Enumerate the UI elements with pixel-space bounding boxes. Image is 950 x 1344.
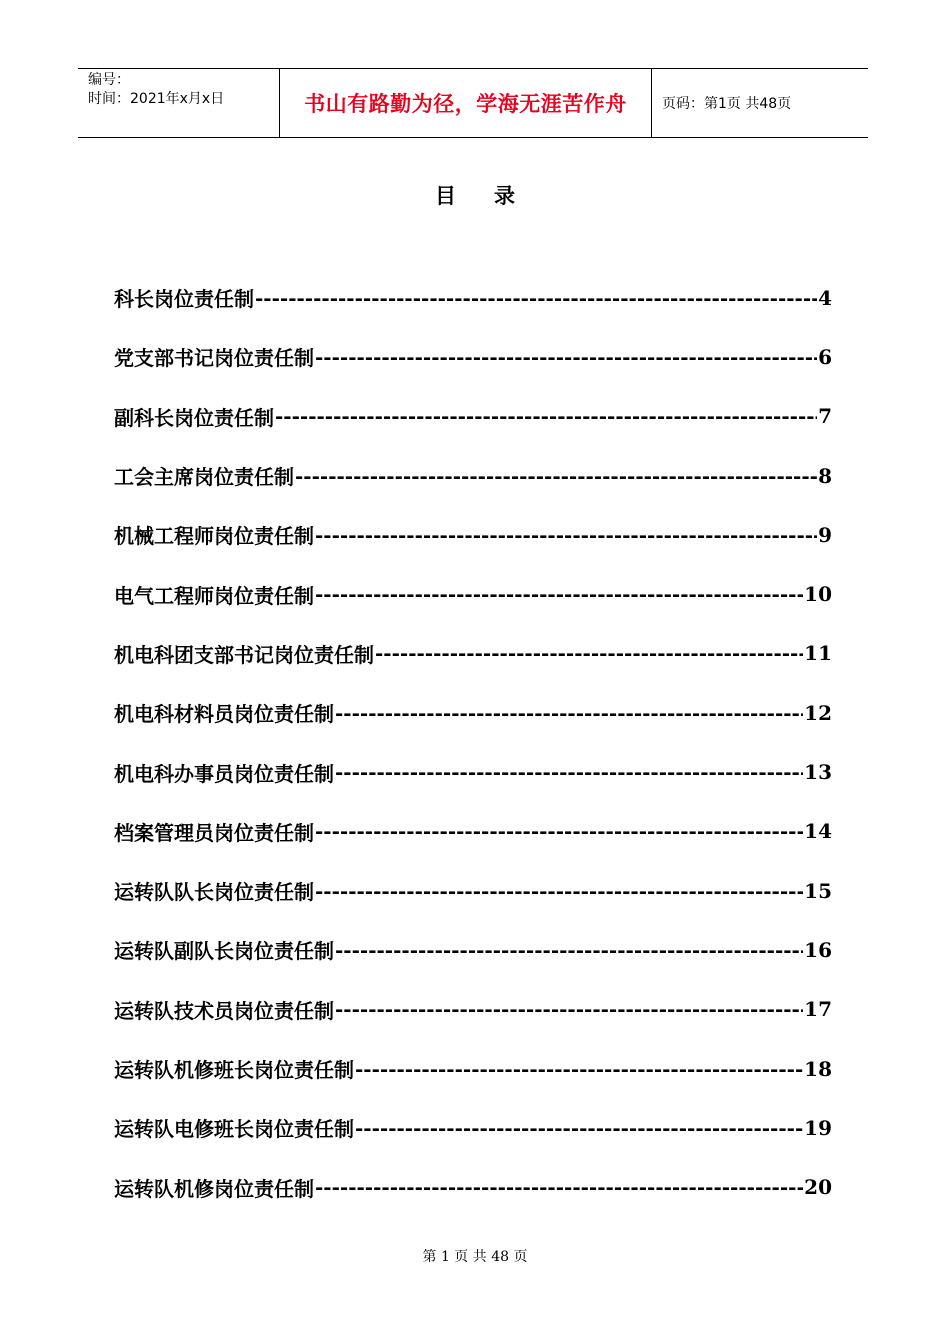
toc-entry-page: 14 — [804, 819, 832, 844]
toc-entry-label: 机电科办事员岗位责任制 — [114, 761, 334, 786]
toc-entry-page: 10 — [804, 582, 832, 607]
toc-dot-leader — [335, 760, 803, 784]
toc-entry-page: 13 — [804, 760, 832, 785]
toc-entry-page: 20 — [804, 1175, 832, 1200]
toc-entry-label: 副科长岗位责任制 — [114, 405, 274, 430]
toc-dot-leader — [315, 819, 803, 843]
header-motto: 书山有路勤为径，学海无涯苦作舟 — [280, 69, 652, 137]
toc-entry-page: 15 — [804, 878, 832, 903]
toc-entry[interactable] — [114, 564, 832, 623]
toc-entry[interactable] — [114, 742, 832, 801]
toc-entry-label: 党支部书记岗位责任制 — [114, 346, 314, 371]
toc-entry[interactable] — [114, 980, 832, 1039]
toc-entry-label: 运转队技术员岗位责任制 — [114, 998, 334, 1023]
document-number: 编号： — [88, 72, 130, 88]
header-page-info: 页码：第1页 共48页 — [662, 96, 792, 112]
toc-entry[interactable] — [114, 683, 832, 742]
toc-entry-label: 运转队队长岗位责任制 — [114, 880, 314, 905]
toc-entry-label: 机械工程师岗位责任制 — [114, 524, 314, 549]
header-meta — [78, 69, 280, 137]
toc-dot-leader — [335, 997, 803, 1021]
toc-dot-leader — [295, 464, 817, 488]
toc-entry[interactable] — [114, 802, 832, 861]
toc-entry-page: 18 — [804, 1056, 832, 1081]
toc-entry-page: 19 — [804, 1115, 832, 1140]
toc-entry[interactable] — [114, 268, 832, 327]
toc-dot-leader — [355, 1057, 803, 1081]
toc-entry-page: 8 — [818, 463, 832, 488]
toc-dot-leader — [335, 938, 803, 962]
toc-entry-label: 工会主席岗位责任制 — [114, 465, 294, 490]
toc-entry[interactable] — [114, 624, 832, 683]
toc-entry-label: 机电科团支部书记岗位责任制 — [114, 642, 374, 667]
toc-dot-leader — [355, 1116, 803, 1140]
toc-dot-leader — [315, 1175, 803, 1199]
toc-dot-leader — [315, 879, 803, 903]
toc-entry[interactable] — [114, 1098, 832, 1157]
toc-entry-label: 科长岗位责任制 — [114, 287, 254, 312]
toc-entry[interactable] — [114, 327, 832, 386]
toc-entry-page: 6 — [818, 344, 832, 369]
toc-dot-leader — [335, 701, 803, 725]
toc-entry-page: 7 — [818, 404, 832, 429]
toc-entry[interactable] — [114, 861, 832, 920]
toc-entry-label: 运转队机修岗位责任制 — [114, 1176, 314, 1201]
toc-entry[interactable] — [114, 920, 832, 979]
toc-entry-label: 机电科材料员岗位责任制 — [114, 702, 334, 727]
page-footer: 第 1 页 共 48 页 — [422, 1249, 528, 1265]
toc-entry[interactable] — [114, 505, 832, 564]
toc-dot-leader — [375, 641, 803, 665]
toc-entry[interactable] — [114, 387, 832, 446]
toc-entry-page: 11 — [804, 641, 832, 666]
toc-dot-leader — [315, 582, 803, 606]
toc-entry-label: 运转队电修班长岗位责任制 — [114, 1117, 354, 1142]
toc-dot-leader — [275, 404, 817, 428]
toc-dot-leader — [315, 523, 817, 547]
table-of-contents — [114, 268, 832, 1217]
page-title: 目录 — [435, 183, 553, 208]
toc-entry-page: 17 — [804, 997, 832, 1022]
toc-entry-page: 12 — [804, 700, 832, 725]
toc-entry-label: 档案管理员岗位责任制 — [114, 820, 314, 845]
toc-entry-page: 9 — [818, 522, 832, 547]
toc-entry[interactable] — [114, 1157, 832, 1216]
toc-entry-label: 运转队副队长岗位责任制 — [114, 939, 334, 964]
toc-entry-label: 电气工程师岗位责任制 — [114, 583, 314, 608]
toc-entry[interactable] — [114, 1039, 832, 1098]
toc-dot-leader — [255, 286, 817, 310]
toc-dot-leader — [315, 345, 817, 369]
toc-entry-label: 运转队机修班长岗位责任制 — [114, 1058, 354, 1082]
toc-entry-page: 16 — [804, 937, 832, 962]
toc-entry-page: 4 — [818, 285, 832, 310]
toc-entry[interactable] — [114, 446, 832, 505]
document-date: 时间：2021年x月x日 — [88, 91, 225, 107]
document-header — [78, 68, 868, 138]
